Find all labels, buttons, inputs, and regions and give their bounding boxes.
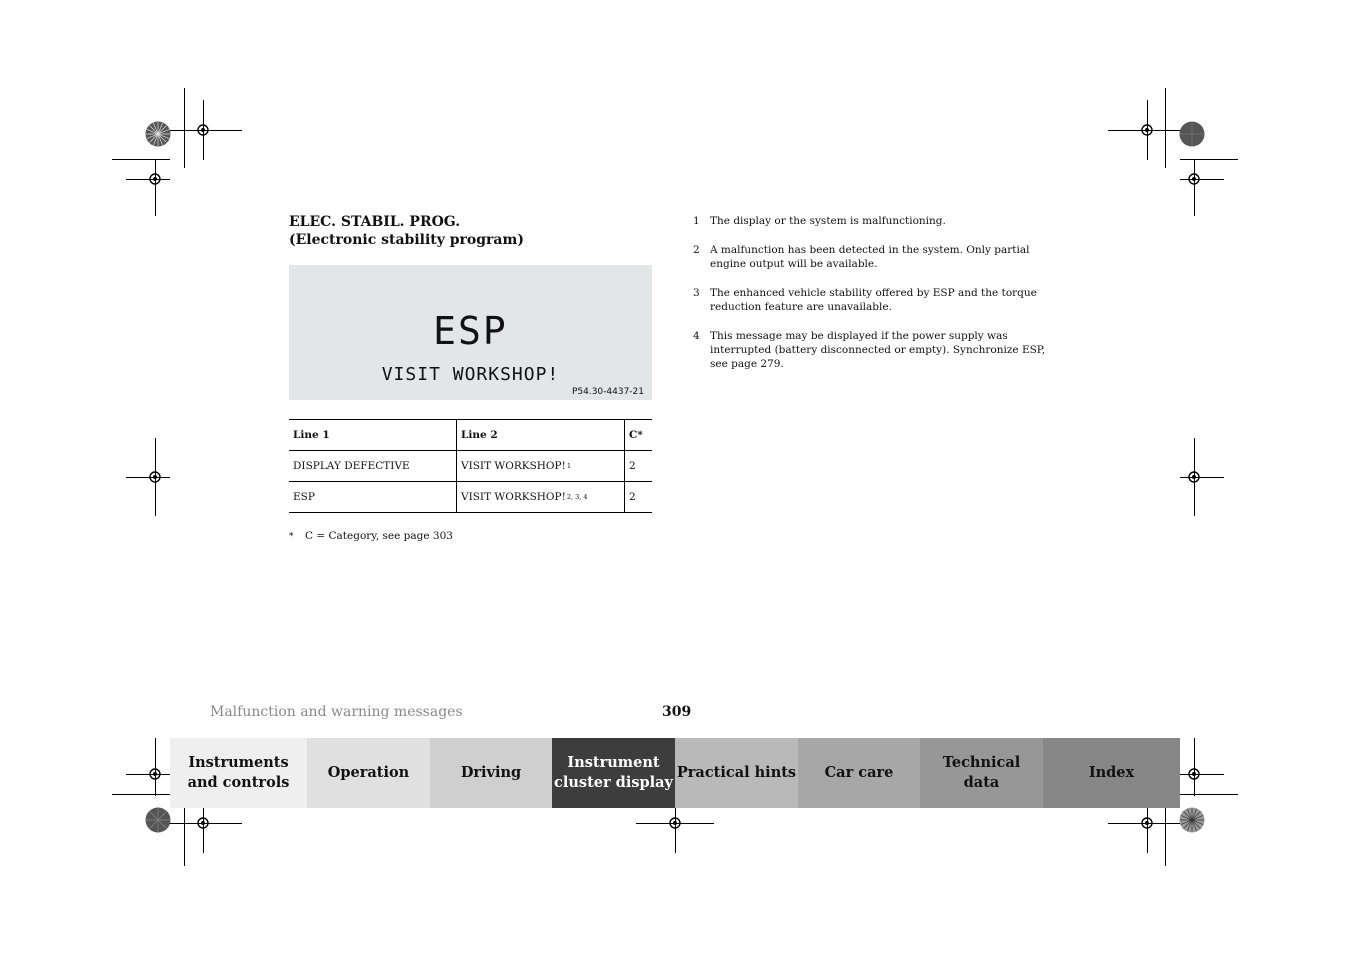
note-number: 4 bbox=[693, 330, 700, 342]
crop-line bbox=[675, 808, 676, 853]
list-item bbox=[693, 329, 1063, 371]
note-number: 2 bbox=[693, 244, 700, 256]
heading-line-1: ELEC. STABIL. PROG. bbox=[289, 214, 461, 230]
registration-mark-icon bbox=[148, 767, 162, 781]
registration-mark-icon bbox=[668, 816, 682, 830]
tab-index[interactable] bbox=[1043, 738, 1180, 808]
chapter-tab-bar bbox=[170, 738, 1180, 808]
tab-technical-data[interactable] bbox=[920, 738, 1043, 808]
tab-driving[interactable] bbox=[430, 738, 552, 808]
message-table bbox=[289, 419, 652, 513]
figure-code: P54.30-4437-21 bbox=[571, 387, 644, 397]
registration-mark-icon bbox=[148, 172, 162, 186]
crop-line bbox=[184, 88, 185, 168]
crop-line bbox=[1165, 88, 1166, 168]
note-number: 1 bbox=[693, 215, 700, 227]
tab-car-care[interactable] bbox=[798, 738, 920, 808]
display-line-1: ESP bbox=[433, 309, 508, 353]
footnote-mark: * bbox=[289, 532, 294, 542]
registration-mark-icon bbox=[196, 123, 210, 137]
note-text: The display or the system is malfunctioning. bbox=[710, 215, 946, 227]
tab-label: cluster display bbox=[554, 774, 673, 791]
color-rosette-icon bbox=[145, 807, 171, 833]
table-cell-text: VISIT WORKSHOP! bbox=[461, 491, 566, 503]
heading-line-2: (Electronic stability program) bbox=[289, 232, 524, 248]
list-item bbox=[693, 243, 1063, 271]
note-number: 3 bbox=[693, 287, 700, 299]
table-cell-category: 2 bbox=[629, 491, 636, 503]
tab-operation[interactable] bbox=[307, 738, 430, 808]
color-rosette-icon bbox=[1179, 121, 1205, 147]
table-cell-category: 2 bbox=[629, 460, 636, 472]
list-item bbox=[693, 214, 1063, 228]
table-cell-line2 bbox=[457, 451, 625, 481]
running-section-title: Malfunction and warning messages bbox=[210, 704, 463, 720]
table-header-cell: Line 2 bbox=[457, 420, 625, 450]
color-rosette-icon bbox=[1179, 807, 1205, 833]
footnote-ref: 1 bbox=[566, 462, 571, 470]
tab-label: data bbox=[963, 774, 1000, 791]
crop-line bbox=[184, 808, 185, 866]
crop-line bbox=[1147, 808, 1148, 853]
registration-mark-icon bbox=[1187, 172, 1201, 186]
table-row bbox=[289, 451, 652, 482]
note-text: The enhanced vehicle stability offered by ESP and the torque reduction feature are unavailable. bbox=[710, 287, 1037, 313]
list-item bbox=[693, 286, 1063, 314]
tab-label: Instruments bbox=[188, 754, 289, 771]
table-row bbox=[289, 482, 652, 513]
section-heading bbox=[289, 213, 524, 249]
registration-mark-icon bbox=[1187, 470, 1201, 484]
table-header-row bbox=[289, 420, 652, 451]
tab-label: Car care bbox=[824, 764, 894, 781]
note-text: This message may be displayed if the power supply was interrupted (battery disconnected or empty). Synchronize ESP, see page 279. bbox=[710, 330, 1046, 370]
tab-label: Operation bbox=[327, 764, 410, 781]
note-text: A malfunction has been detected in the system. Only partial engine output will be available. bbox=[710, 244, 1030, 270]
registration-mark-icon bbox=[196, 816, 210, 830]
crop-line bbox=[112, 159, 170, 160]
crop-line bbox=[1180, 794, 1238, 795]
tab-label: Practical hints bbox=[676, 764, 797, 781]
instrument-display bbox=[289, 265, 652, 400]
notes-list bbox=[693, 214, 1063, 386]
crop-line bbox=[1180, 159, 1238, 160]
crop-line bbox=[1194, 160, 1195, 216]
registration-mark-icon bbox=[1140, 816, 1154, 830]
table-cell-text: VISIT WORKSHOP! bbox=[461, 460, 566, 472]
tab-instruments-and-controls[interactable] bbox=[170, 738, 307, 808]
tab-label: Index bbox=[1088, 764, 1135, 781]
tab-label: Instrument bbox=[567, 754, 660, 771]
table-cell-line1: DISPLAY DEFECTIVE bbox=[289, 451, 457, 481]
crop-line bbox=[203, 808, 204, 853]
category-footnote bbox=[289, 530, 453, 542]
tab-label: Driving bbox=[460, 764, 522, 781]
tab-label: and controls bbox=[187, 774, 290, 791]
table-cell-line2 bbox=[457, 482, 625, 512]
crop-line bbox=[1165, 808, 1166, 866]
table-header-cell: Line 1 bbox=[289, 420, 457, 450]
registration-mark-icon bbox=[1187, 767, 1201, 781]
display-line-2: VISIT WORKSHOP! bbox=[381, 364, 560, 385]
tab-label: Technical bbox=[942, 754, 1021, 771]
page-number: 309 bbox=[662, 704, 692, 720]
footnote-ref: 2, 3, 4 bbox=[566, 493, 588, 501]
crop-line bbox=[112, 794, 170, 795]
registration-mark-icon bbox=[1140, 123, 1154, 137]
tab-practical-hints[interactable] bbox=[675, 738, 798, 808]
registration-mark-icon bbox=[148, 470, 162, 484]
crop-line bbox=[155, 160, 156, 216]
footnote-text: C = Category, see page 303 bbox=[305, 530, 453, 542]
color-rosette-icon bbox=[145, 121, 171, 147]
table-header-cell: C* bbox=[629, 429, 643, 441]
tab-instrument-cluster-display[interactable] bbox=[552, 738, 675, 808]
table-cell-line1: ESP bbox=[289, 482, 457, 512]
